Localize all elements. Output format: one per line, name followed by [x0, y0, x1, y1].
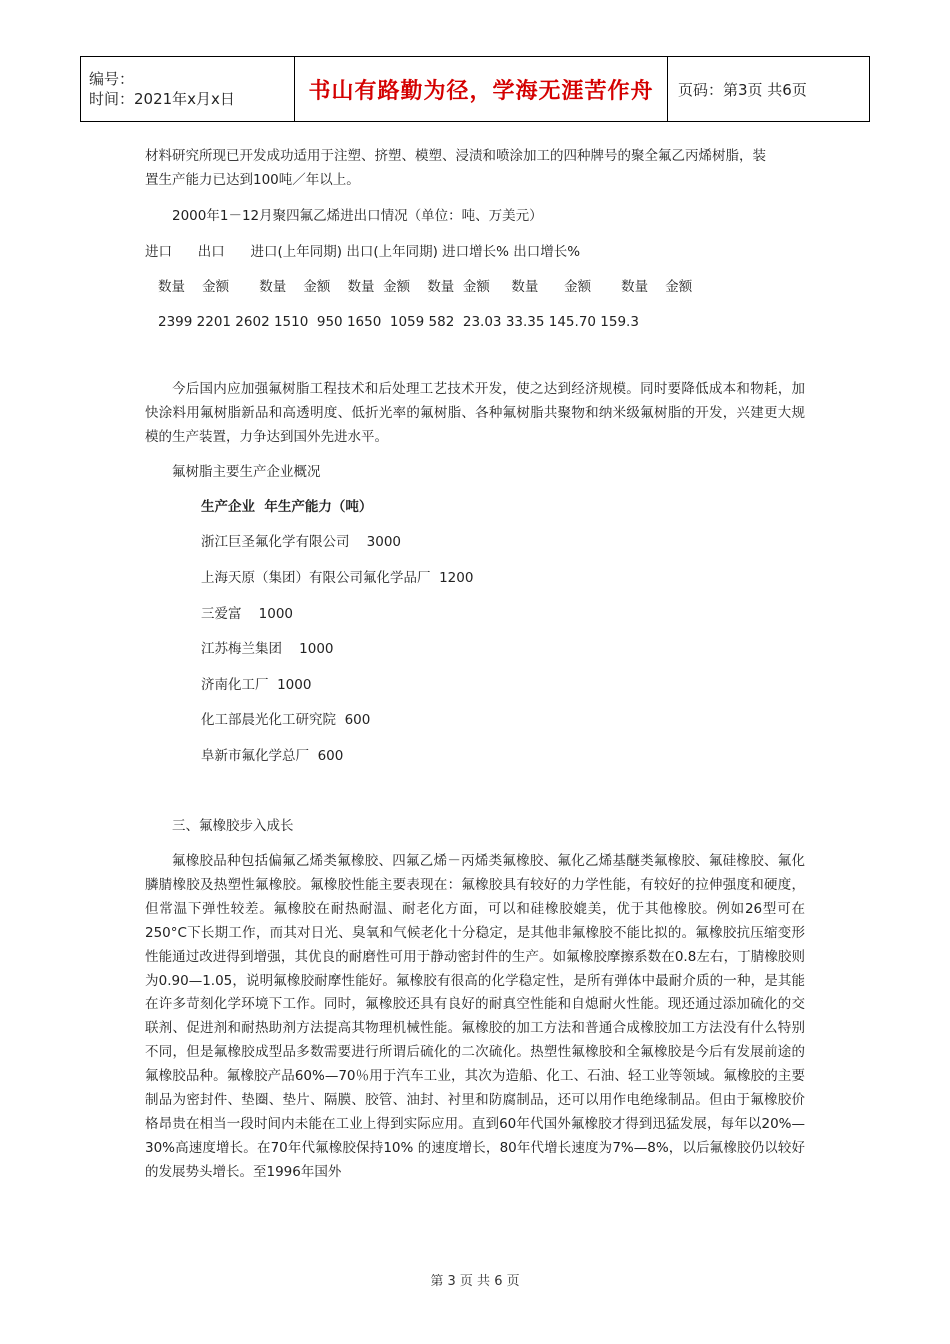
- companies-header: 生产企业 年生产能力（吨）: [201, 499, 373, 515]
- company-item: 阜新市氟化学总厂 600: [201, 748, 344, 764]
- section-3-body: 氟橡胶品种包括偏氟乙烯类氟橡胶、四氟乙烯－丙烯类氟橡胶、氟化乙烯基醚类氟橡胶、氟硅橡胶、氟化膦腈橡胶及热塑性氟橡胶。氟橡胶性能主要表现在：氟橡胶具有较好的力学性能，有较好的拉伸强度和硬度，但常温下弹性较差。氟橡胶在耐热耐温、耐老化方面，可以和硅橡胶媲美，优于其他橡胶。例如26型可在250°C下长期工作，而其对日光、臭氧和气候老化十分稳定，是其他非氟橡胶不能比拟的。氟橡胶抗压缩变形性能通过改进得到增强，其优良的耐磨性可用于静动密封件的生产。如氟橡胶摩擦系数在0.8左右，丁腈橡胶则为0.90—1.05，说明氟橡胶耐摩性能好。氟橡胶有很高的化学稳定性，是所有弹体中最耐介质的一种，是其能在许多苛刻化学环境下工作。同时，氟橡胶还具有良好的耐真空性能和自熄耐火性能。现还通过添加硫化的交联剂、促进剂和耐热助剂方法提高其物理机械性能。氟橡胶的加工方法和普通合成橡胶加工方法没有什么特别不同，但是氟橡胶成型品多数需要进行所谓后硫化的二次硫化。热塑性氟橡胶和全氟橡胶是今后有发展前途的氟橡胶品种。氟橡胶产品60%—70％用于汽车工业，其次为造船、化工、石油、轻工业等领域。氟橡胶的主要制品为密封件、垫圈、垫片、隔膜、胶管、油封、衬里和防腐制品，还可以用作电绝缘制品。但由于氟橡胶价格昂贵在相当一段时间内未能在工业上得到实际应用。直到60年代国外氟橡胶才得到迅猛发展，每年以20%—30%高速度增长。在70年代氟橡胶保持10% 的速度增长，80年代增长速度为7%—8%，以后氟橡胶仍以较好的发展势头增长。至1996年国外: [145, 853, 805, 1180]
- header-meta: [81, 57, 295, 122]
- company-item: 化工部晨光化工研究院 600: [201, 712, 371, 728]
- companies-title: 氟树脂主要生产企业概况: [172, 464, 321, 480]
- intro-line-1: 材料研究所现已开发成功适用于注塑、挤塑、模塑、浸渍和喷涂加工的四种牌号的聚全氟乙丙烯树脂，装: [145, 148, 766, 164]
- company-item: 三爱富 1000: [201, 606, 294, 622]
- header-page-info: 页码：第3页 共6页: [668, 57, 870, 122]
- time-label: 时间：2021年x月x日: [89, 90, 235, 108]
- page-header: [80, 56, 870, 122]
- page-footer: 第 3 页 共 6 页: [430, 1274, 520, 1289]
- company-item: 济南化工厂 1000: [201, 677, 312, 693]
- trade-table-headers: 进口 出口 进口(上年同期) 出口(上年同期) 进口增长% 出口增长%: [145, 244, 581, 260]
- number-label: 编号：: [89, 70, 135, 88]
- header-motto: 书山有路勤为径，学海无涯苦作舟: [295, 57, 668, 122]
- company-item: 江苏梅兰集团 1000: [201, 641, 334, 657]
- trade-table-title: 2000年1－12月聚四氟乙烯进出口情况（单位：吨、万美元）: [172, 208, 543, 224]
- trade-table-values: 2399 2201 2602 1510 950 1650 1059 582 23.03 33.35 145.70 159.3: [158, 314, 639, 330]
- paragraph-1: 今后国内应加强氟树脂工程技术和后处理工艺技术开发，使之达到经济规模。同时要降低成本和物耗，加快涂料用氟树脂新品和高透明度、低折光率的氟树脂、各种氟树脂共聚物和纳米级氟树脂的开发，兴建更大规模的生产装置，力争达到国外先进水平。: [145, 381, 805, 445]
- section-3-title: 三、氟橡胶步入成长: [172, 818, 294, 834]
- intro-line-2: 置生产能力已达到100吨／年以上。: [145, 172, 360, 188]
- company-item: 浙江巨圣氟化学有限公司 3000: [201, 534, 402, 550]
- company-item: 上海天原（集团）有限公司氟化学品厂 1200: [201, 570, 474, 586]
- trade-table-subheaders: 数量 金额 数量 金额 数量 金额 数量 金额 数量 金额 数量 金额: [158, 279, 693, 295]
